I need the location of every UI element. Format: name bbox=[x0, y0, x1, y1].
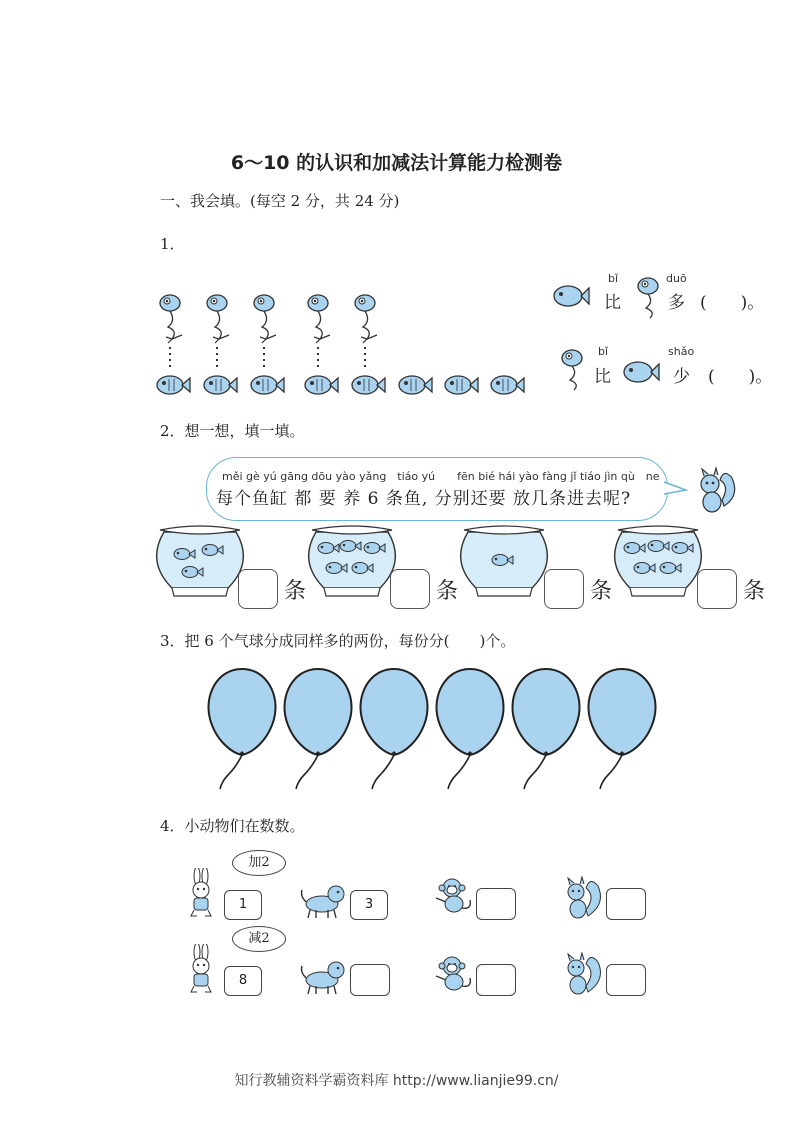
sentence-text: 每个鱼缸 都 要 养 6 条鱼, 分别还要 放几条进去呢? bbox=[216, 489, 632, 509]
fish-icon bbox=[620, 358, 660, 386]
pinyin-duo: duō bbox=[666, 272, 687, 285]
tank-2 bbox=[309, 526, 396, 596]
rabbit-icon bbox=[183, 944, 223, 996]
answer-box-tank-1[interactable] bbox=[238, 569, 278, 609]
subtract-2-bubble: 减2 bbox=[232, 926, 286, 952]
unit-label: 条 bbox=[743, 579, 766, 604]
matching-dots bbox=[170, 347, 365, 367]
answer-box-tank-4[interactable] bbox=[697, 569, 737, 609]
monkey-icon bbox=[432, 954, 476, 996]
squirrel-icon bbox=[694, 466, 740, 516]
tank-4 bbox=[615, 526, 702, 596]
balloon-4 bbox=[436, 669, 503, 789]
unit-label: 条 bbox=[590, 579, 613, 604]
answer-box-squirrel-1[interactable] bbox=[606, 888, 646, 920]
answer-box-monkey-1[interactable] bbox=[476, 888, 516, 920]
balloons bbox=[200, 665, 660, 790]
dog-icon bbox=[298, 880, 348, 922]
squirrel-icon bbox=[560, 952, 606, 998]
pinyin-bi: bǐ bbox=[608, 272, 619, 285]
answer-box-tank-3[interactable] bbox=[544, 569, 584, 609]
answer-box-squirrel-2[interactable] bbox=[606, 964, 646, 996]
count-box-rabbit: 1 bbox=[224, 890, 262, 920]
seahorse-fish-icon bbox=[558, 348, 588, 392]
fish-icon bbox=[550, 282, 590, 310]
squirrel-icon bbox=[560, 876, 606, 922]
section-heading: 一、我会填。(每空 2 分，共 24 分) bbox=[160, 192, 400, 210]
top-fish-row bbox=[160, 295, 377, 343]
balloon-3 bbox=[360, 669, 427, 789]
seahorse-fish-icon bbox=[634, 276, 664, 320]
more-word: 多 bbox=[668, 293, 685, 313]
compare-word: 比 bbox=[604, 293, 621, 313]
tank-3 bbox=[461, 526, 548, 596]
count-box-dog: 3 bbox=[350, 890, 388, 920]
fish-matching-illustration bbox=[140, 285, 540, 405]
answer-box-monkey-2[interactable] bbox=[476, 964, 516, 996]
tank-1 bbox=[157, 526, 244, 596]
balloon-5 bbox=[512, 669, 579, 789]
question-2-label: 2．想一想，填一填。 bbox=[160, 422, 305, 440]
balloon-1 bbox=[208, 669, 275, 789]
answer-blank-less[interactable]: ( )。 bbox=[708, 367, 773, 387]
answer-box-dog-2[interactable] bbox=[350, 964, 390, 996]
question-4-label: 4．小动物们在数数。 bbox=[160, 817, 305, 835]
rabbit-icon bbox=[183, 868, 223, 920]
answer-blank-more[interactable]: ( )。 bbox=[700, 293, 765, 313]
monkey-icon bbox=[432, 876, 476, 918]
footer-watermark: 知行教辅资料学霸资料库 http://www.lianjie99.cn/ bbox=[234, 1073, 559, 1089]
less-word: 少 bbox=[673, 367, 690, 387]
count-box-rabbit: 8 bbox=[224, 966, 262, 996]
add-2-bubble: 加2 bbox=[232, 850, 286, 876]
pinyin-shao: shǎo bbox=[668, 345, 695, 358]
dog-icon bbox=[298, 956, 348, 998]
unit-label: 条 bbox=[284, 579, 307, 604]
answer-box-tank-2[interactable] bbox=[390, 569, 430, 609]
question-3-label[interactable]: 3．把 6 个气球分成同样多的两份，每份分( )个。 bbox=[160, 632, 516, 650]
sentence-pinyin: měi gè yú gāng dōu yào yǎng tiáo yú fēn bié hái yào fàng jǐ tiáo jìn qù ne bbox=[222, 470, 660, 483]
balloon-2 bbox=[284, 669, 351, 789]
unit-label: 条 bbox=[436, 579, 459, 604]
bubble-tail bbox=[660, 478, 690, 498]
compare-word: 比 bbox=[594, 367, 611, 387]
pinyin-bi: bǐ bbox=[598, 345, 609, 358]
question-1-label: 1． bbox=[160, 235, 185, 253]
page-title: 6～10 的认识和加减法计算能力检测卷 bbox=[230, 152, 563, 174]
bottom-fish-row bbox=[157, 376, 524, 394]
balloon-6 bbox=[588, 669, 655, 789]
